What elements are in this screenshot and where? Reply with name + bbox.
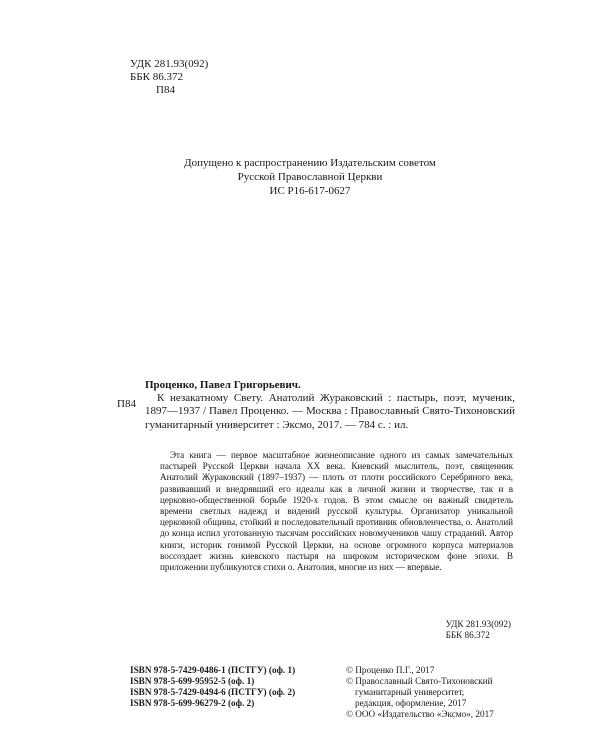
copyright-notices	[346, 665, 526, 720]
catalog-side-code: П84	[117, 398, 136, 410]
book-annotation: Эта книга — первое масштабное жизнеописание одного из самых замечательных пастырей Русской Церкви начала XX века. Киевский мыслитель, поэт, священник Анатолий Жураковский (1897–1937) — плоть от плоти российского Серебряного века, развивавший и внедрявший его идеалы как в личной жизни и творчестве, так и в церковно-общественной борьбе 1920-х годов. В этом смысле он важный свидетель времени светлых надежд и видений русской культуры. Организатор уникальной церковной общины, стойкий и последовательный противник обновленчества, о. Анатолий до конца испил уготованную тысячам российских новомучеников чашу страданий. Автор книги, историк гонимой Русской Церкви, на основе огромного корпуса материалов воссоздает жизнь киевского пастыря на широком историческом фоне эпохи. В приложении публикуются стихи о. Анатолия, многие из них — впервые.	[160, 450, 513, 573]
isbn-line: ISBN 978-5-699-95952-5 (оф. 1)	[130, 676, 255, 686]
approval-line-2: Русской Православной Церкви	[237, 171, 383, 183]
copyright-line: © ООО «Издательство «Эксмо», 2017	[346, 709, 494, 719]
catalog-record	[145, 379, 515, 432]
catalog-author: Проценко, Павел Григорьевич.	[145, 379, 301, 391]
approval-line-3: ИС Р16-617-0627	[269, 185, 351, 197]
classification-block	[130, 58, 208, 97]
bbk-code: ББК 86.372	[130, 71, 183, 83]
copyright-line: © Православный Свято-Тихоновский	[346, 676, 493, 686]
author-mark: П84	[156, 84, 175, 96]
copyright-line: гуманитарный университет,	[355, 687, 465, 697]
footer-bbk: ББК 86.372	[445, 630, 490, 640]
isbn-line: ISBN 978-5-7429-0486-1 (ПСТГУ) (оф. 1)	[130, 665, 296, 675]
udk-code: УДК 281.93(092)	[130, 58, 209, 70]
isbn-line: ISBN 978-5-7429-0494-6 (ПСТГУ) (оф. 2)	[130, 687, 296, 697]
catalog-entry: К незакатному Свету. Анатолий Жураковский : пастырь, поэт, мученик, 1897—1937 / Павел Проценко. — Москва : Православный Свято-Тихоновский гуманитарный университет : Эксмо, 2017. — 784 с. : ил.	[145, 392, 515, 431]
copyright-line: редакция, оформление, 2017	[355, 698, 467, 708]
isbn-list	[130, 665, 295, 709]
approval-line-1: Допущено к распространению Издательским советом	[184, 157, 436, 169]
copyright-line: © Проценко П.Г., 2017	[346, 665, 435, 675]
approval-notice	[0, 156, 600, 198]
footer-classification	[446, 619, 511, 641]
isbn-line: ISBN 978-5-699-96279-2 (оф. 2)	[130, 698, 255, 708]
footer-udk: УДК 281.93(092)	[445, 619, 511, 629]
